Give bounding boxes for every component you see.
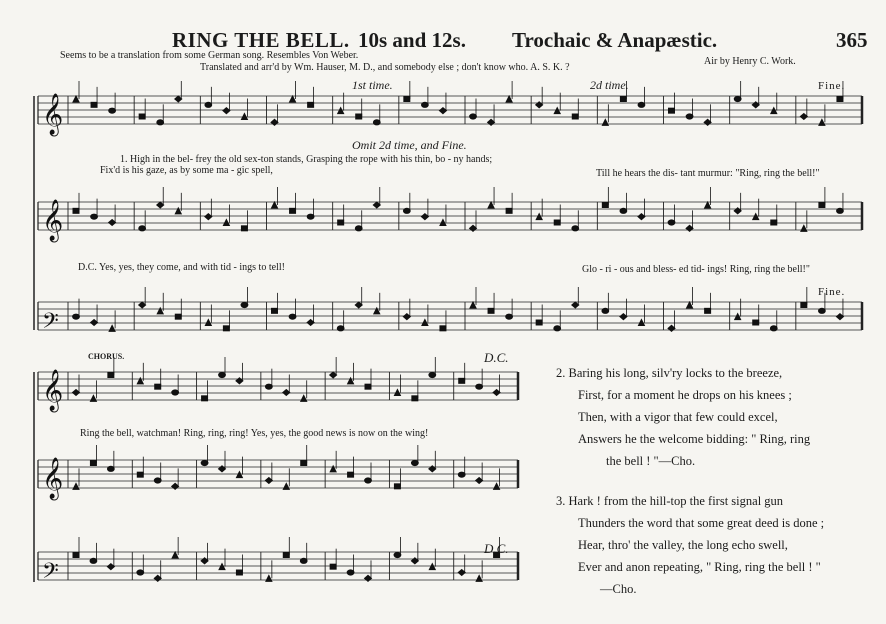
shape-note [301, 461, 307, 466]
page-number: 365 [836, 28, 868, 52]
shape-note [154, 575, 161, 581]
shape-note [493, 390, 500, 396]
shape-note [554, 108, 560, 114]
shape-note [139, 302, 146, 308]
shape-note [638, 214, 645, 220]
shape-note [770, 326, 777, 331]
shape-note [488, 202, 494, 208]
shape-note [394, 552, 401, 557]
shape-note [272, 202, 278, 208]
shape-note [734, 96, 741, 101]
shape-note [330, 564, 336, 569]
shape-note [572, 302, 579, 308]
shape-note [265, 384, 272, 389]
meter: 10s and 12s. [358, 28, 466, 52]
shape-note [236, 570, 242, 575]
shape-note [470, 302, 476, 308]
shape-note [488, 308, 494, 313]
shape-note [837, 208, 844, 213]
shape-note [205, 214, 212, 220]
shape-note [109, 220, 116, 226]
shape-note [223, 108, 230, 114]
shape-note [73, 314, 80, 319]
shape-note [668, 325, 675, 331]
verse3-line1: 3. Hark ! from the hill-top the first signal gun [556, 494, 784, 508]
first-ending-label: 1st time. [352, 78, 393, 92]
shape-note [338, 220, 344, 225]
shape-note [219, 372, 226, 377]
shape-note [73, 483, 79, 489]
shape-note [373, 202, 380, 208]
shape-note [330, 372, 337, 378]
shape-note [753, 214, 759, 220]
shape-note [506, 96, 512, 102]
shape-note [771, 108, 777, 114]
shape-note [307, 320, 314, 326]
shape-note [439, 108, 446, 114]
shape-note [365, 478, 372, 483]
shape-note [73, 390, 80, 396]
shape-note [429, 372, 436, 377]
shape-note [73, 96, 79, 102]
shape-note [157, 120, 164, 125]
lyric-verse1-line1: 1. High in the bel- frey the old sex-ton stands, Grasping the rope with his thin, bo - ny hands; [120, 154, 493, 165]
shape-note [107, 466, 114, 471]
shape-note [109, 108, 116, 113]
shape-note [572, 226, 579, 231]
shape-note [440, 220, 446, 226]
shape-note [411, 460, 418, 465]
shape-note [687, 302, 693, 308]
shape-note [554, 220, 560, 225]
shape-note [365, 575, 372, 581]
shape-note [669, 108, 675, 113]
shape-note [219, 564, 225, 570]
verse3-line4: Ever and anon repeating, " Ring, ring the bell ! " [578, 560, 821, 574]
clef-icon: 𝄢 [42, 309, 59, 339]
shape-note [155, 384, 161, 389]
lyric-verse1-line3: Till he hears the dis- tant murmur: "Ring, ring the bell!" [596, 168, 820, 179]
shape-note [404, 97, 410, 102]
lyric-glorious: Glo - ri - ous and bless- ed tid- ings! Ring, ring the bell!" [582, 264, 810, 275]
shape-note [90, 395, 96, 401]
shape-note [290, 208, 296, 213]
shape-note [421, 214, 428, 220]
shape-note [202, 396, 208, 401]
shape-note [620, 97, 626, 102]
shape-note [283, 390, 290, 396]
shape-note [638, 102, 645, 107]
chorus-label: CHORUS. [88, 352, 125, 361]
shape-note [686, 225, 693, 231]
shape-note [403, 314, 410, 320]
shape-note [554, 326, 561, 331]
shape-note [836, 314, 843, 320]
shape-note [470, 225, 477, 231]
shape-note [403, 208, 410, 213]
shape-note [205, 102, 212, 107]
shape-note [108, 373, 114, 378]
shape-note [154, 478, 161, 483]
shape-note [139, 114, 145, 119]
source-note: Seems to be a translation from some German song. Resembles Von Weber. [60, 50, 359, 61]
shape-note [819, 203, 825, 208]
verse2-line3: Then, with a vigor that few could excel, [578, 410, 778, 424]
clef-icon: 𝄞 [42, 370, 64, 411]
shape-note [602, 119, 608, 125]
shape-note [800, 114, 807, 120]
shape-note [536, 320, 542, 325]
shape-note [572, 114, 578, 119]
shape-note [236, 472, 242, 478]
shape-note [338, 108, 344, 114]
shape-note [837, 97, 843, 102]
shape-note [109, 325, 115, 331]
shape-note [175, 96, 182, 102]
verse2-line4: Answers he the welcome bidding: " Ring, ring [578, 432, 811, 446]
shape-note [348, 472, 354, 477]
fine-top: Fine. [818, 80, 846, 92]
shape-note [157, 202, 164, 208]
shape-note [205, 320, 211, 326]
shape-note [300, 558, 307, 563]
air-credit: Air by Henry C. Work. [704, 56, 796, 67]
shape-note [753, 320, 759, 325]
shape-note [494, 483, 500, 489]
shape-note [771, 220, 777, 225]
shape-note [818, 308, 825, 313]
shape-note [241, 114, 247, 120]
shape-note [421, 102, 428, 107]
shape-note [356, 114, 362, 119]
rhythm-type: Trochaic & Anapæstic. [512, 28, 718, 52]
shape-note [422, 320, 428, 326]
shape-note [355, 302, 362, 308]
verse3-line3: Hear, thro' the valley, the long echo swell, [578, 538, 788, 552]
shape-note [704, 119, 711, 125]
clef-icon: 𝄞 [42, 458, 64, 499]
shape-note [705, 202, 711, 208]
verse3-line2: Thunders the word that some great deed is done ; [578, 516, 825, 530]
shape-note [91, 320, 98, 326]
omit-note: Omit 2d time, and Fine. [352, 138, 467, 152]
shape-note [536, 214, 542, 220]
shape-note [172, 390, 179, 395]
shape-note [801, 225, 807, 231]
shape-note [620, 208, 627, 213]
shape-note [272, 308, 278, 313]
shape-note [223, 326, 229, 331]
shape-note [506, 208, 512, 213]
shape-note [476, 384, 483, 389]
shape-note [307, 214, 314, 219]
shape-note [172, 483, 179, 489]
verse2-line5: the bell ! "—Cho. [606, 454, 696, 468]
shape-note [265, 478, 272, 484]
shape-note [107, 564, 114, 570]
clef-icon: 𝄞 [42, 200, 64, 241]
shape-note [137, 570, 144, 575]
shape-note [347, 570, 354, 575]
shape-note [394, 484, 400, 489]
dc-marker-2: D.C. [484, 541, 509, 556]
fine-bass: Fine. [818, 286, 846, 298]
shape-note [819, 119, 825, 125]
shape-note [470, 114, 477, 119]
shape-note [301, 395, 307, 401]
shape-note [139, 226, 146, 231]
second-ending-label: 2d time. [590, 78, 629, 92]
song-title: RING THE BELL. [172, 28, 350, 52]
translator-note: Translated and arr'd by Wm. Hauser, M. D., and somebody else ; don't know who. A. S. K. ? [200, 62, 570, 73]
shape-note [365, 384, 371, 389]
shape-note [241, 302, 248, 307]
shape-note [290, 96, 296, 102]
shape-note [602, 203, 608, 208]
shape-note [458, 472, 465, 477]
shape-note [602, 308, 609, 313]
shape-note [337, 326, 344, 331]
shape-note [476, 478, 483, 484]
shape-note [90, 461, 96, 466]
shape-note [705, 308, 711, 313]
shape-note [91, 214, 98, 219]
shape-note [476, 575, 482, 581]
clef-icon: 𝄢 [42, 559, 59, 589]
shape-note [172, 552, 178, 558]
shape-note [638, 320, 644, 326]
shape-note [283, 553, 289, 558]
verse2-line1: 2. Baring his long, silv'ry locks to the breeze, [556, 366, 783, 380]
shape-note [506, 314, 513, 319]
dc-marker-1: D.C. [484, 350, 509, 365]
chorus-lyric: Ring the bell, watchman! Ring, ring, ring! Yes, yes, the good news is now on the wing! [80, 428, 429, 439]
verse3-line5: —Cho. [600, 582, 637, 596]
shape-note [620, 314, 627, 320]
shape-note [355, 226, 362, 231]
shape-note [459, 378, 465, 383]
shape-note [90, 558, 97, 563]
shape-note [412, 396, 418, 401]
shape-note [137, 472, 143, 477]
shape-note [73, 208, 79, 213]
shape-note [735, 314, 741, 320]
shape-note [686, 114, 693, 119]
shape-note [668, 220, 675, 225]
shape-note [223, 220, 229, 226]
lyric-verse1-line2: Fix'd is his gaze, as by some ma - gic spell, [100, 165, 273, 176]
verse2-line2: First, for a moment he drops on his knees ; [578, 388, 792, 402]
lyric-dc: D.C. Yes, yes, they come, and with tid - ings to tell! [78, 262, 285, 273]
clef-icon: 𝄞 [42, 94, 64, 135]
shape-note [241, 226, 247, 231]
shape-note [283, 483, 289, 489]
shape-note [289, 314, 296, 319]
shape-note [73, 553, 79, 558]
shape-note [440, 326, 446, 331]
shape-note [488, 119, 495, 125]
shape-note [429, 564, 435, 570]
shape-note [373, 120, 380, 125]
shape-note [458, 570, 465, 576]
shape-note [175, 314, 181, 319]
shape-note [271, 119, 278, 125]
shape-note [201, 460, 208, 465]
shape-note [266, 575, 272, 581]
shape-note [801, 303, 807, 308]
shape-note [394, 390, 400, 396]
shape-note [91, 102, 97, 107]
shape-note [308, 102, 314, 107]
